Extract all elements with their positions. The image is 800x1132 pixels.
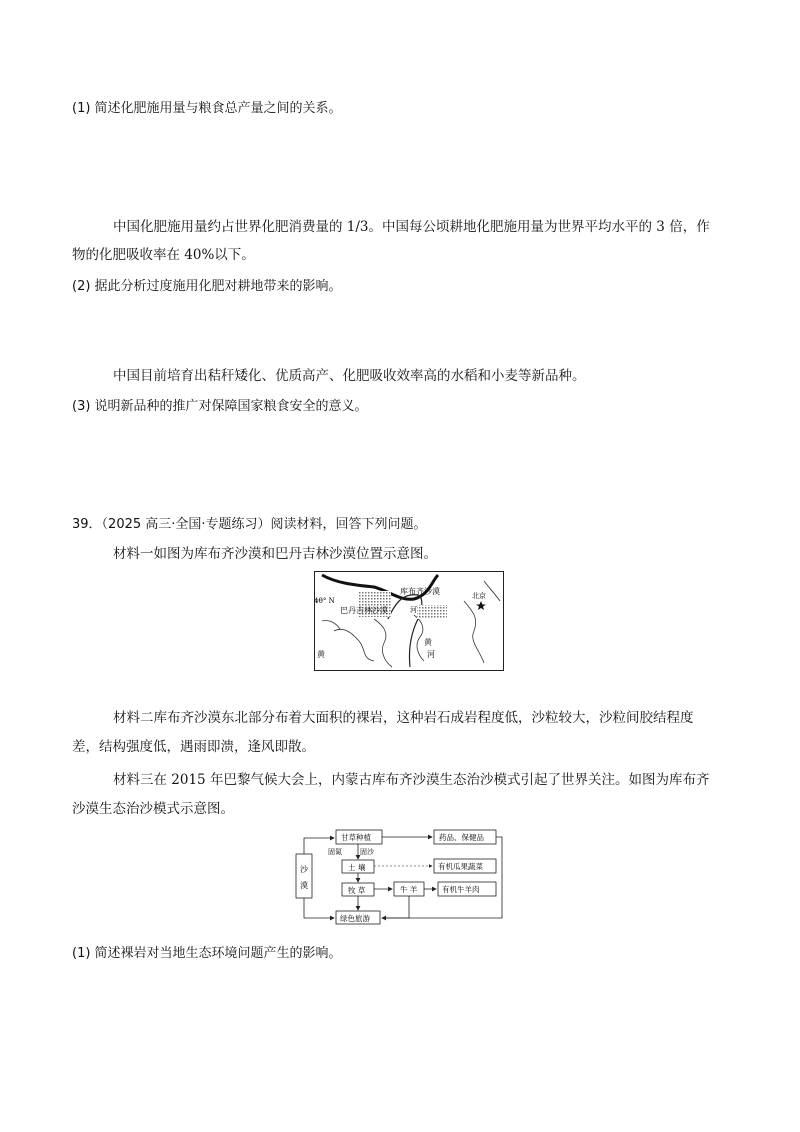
material-2-line1: 材料二库布齐沙漠东北部分布着大面积的裸岩，这种岩石成岩程度低，沙粒较大，沙粒间胶结程度 (113, 710, 694, 726)
paragraph-fertilizer-1: 中国化肥施用量约占世界化肥消费量的 1/3。中国每公顷耕地化肥施用量为世界平均水平的 3 倍，作 (113, 219, 710, 235)
badain-jaran-label: 巴丹吉林沙漠 (340, 606, 388, 615)
question-39-1: (1) 简述裸岩对当地生态环境问题产生的影响。 (72, 946, 342, 961)
sand-fixation-label: 固沙 (360, 848, 374, 856)
desert-location-map (314, 571, 504, 671)
question-39-header: 39．（2025 高三·全国·专题练习）阅读材料，回答下列问题。 (72, 517, 427, 532)
river-label-he: 河 (410, 606, 417, 614)
material-3-line1: 材料三在 2015 年巴黎气候大会上，内蒙古库布齐沙漠生态治沙模式引起了世界关注。如图为库布齐 (113, 772, 710, 788)
tourism-label: 绿色旅游 (340, 914, 370, 923)
huang-label: 黄 (317, 650, 325, 659)
material-3-line2: 沙漠生态治沙模式示意图。 (72, 801, 234, 817)
desert-box (296, 854, 312, 898)
question-3: (3) 说明新品种的推广对保障国家粮食安全的意义。 (72, 399, 368, 414)
forage-label: 牧 草 (348, 886, 366, 895)
beijing-label: 北京 (472, 592, 486, 600)
soil-label: 土 壤 (348, 863, 366, 872)
medicine-label: 药品、保健品 (439, 833, 484, 842)
desert-label-2: 漠 (300, 881, 308, 890)
yellow-river-label-2: 河 (427, 650, 435, 659)
organic-meat-label: 有机牛羊肉 (442, 885, 480, 894)
paragraph-new-varieties: 中国目前培育出秸秆矮化、优质高产、化肥吸收效率高的水稻和小麦等新品种。 (113, 368, 586, 384)
question-2: (2) 据此分析过度施用化肥对耕地带来的影响。 (72, 279, 342, 294)
organic-veg-label: 有机瓜果蔬菜 (438, 862, 483, 871)
ecological-sand-control-diagram (294, 826, 506, 926)
yellow-river-label-1: 黄 (424, 638, 432, 647)
latitude-label: 40° N (314, 597, 335, 605)
material-1: 材料一如图为库布齐沙漠和巴丹吉林沙漠位置示意图。 (113, 546, 437, 562)
kubuqi-label: 库布齐沙漠 (400, 587, 440, 596)
paragraph-fertilizer-2: 物的化肥吸收率在 40%以下。 (72, 247, 255, 263)
question-1: (1) 简述化肥施用量与粮食总产量之间的关系。 (72, 101, 342, 116)
kubuqi-desert-area (417, 605, 447, 619)
cattle-label: 牛 羊 (400, 885, 418, 894)
desert-label-1: 沙 (300, 865, 308, 874)
material-2-line2: 差，结构强度低，遇雨即溃，逢风即散。 (72, 739, 315, 755)
nitrogen-fixation-label: 固氮 (328, 848, 342, 856)
licorice-label: 甘草种植 (341, 833, 371, 842)
